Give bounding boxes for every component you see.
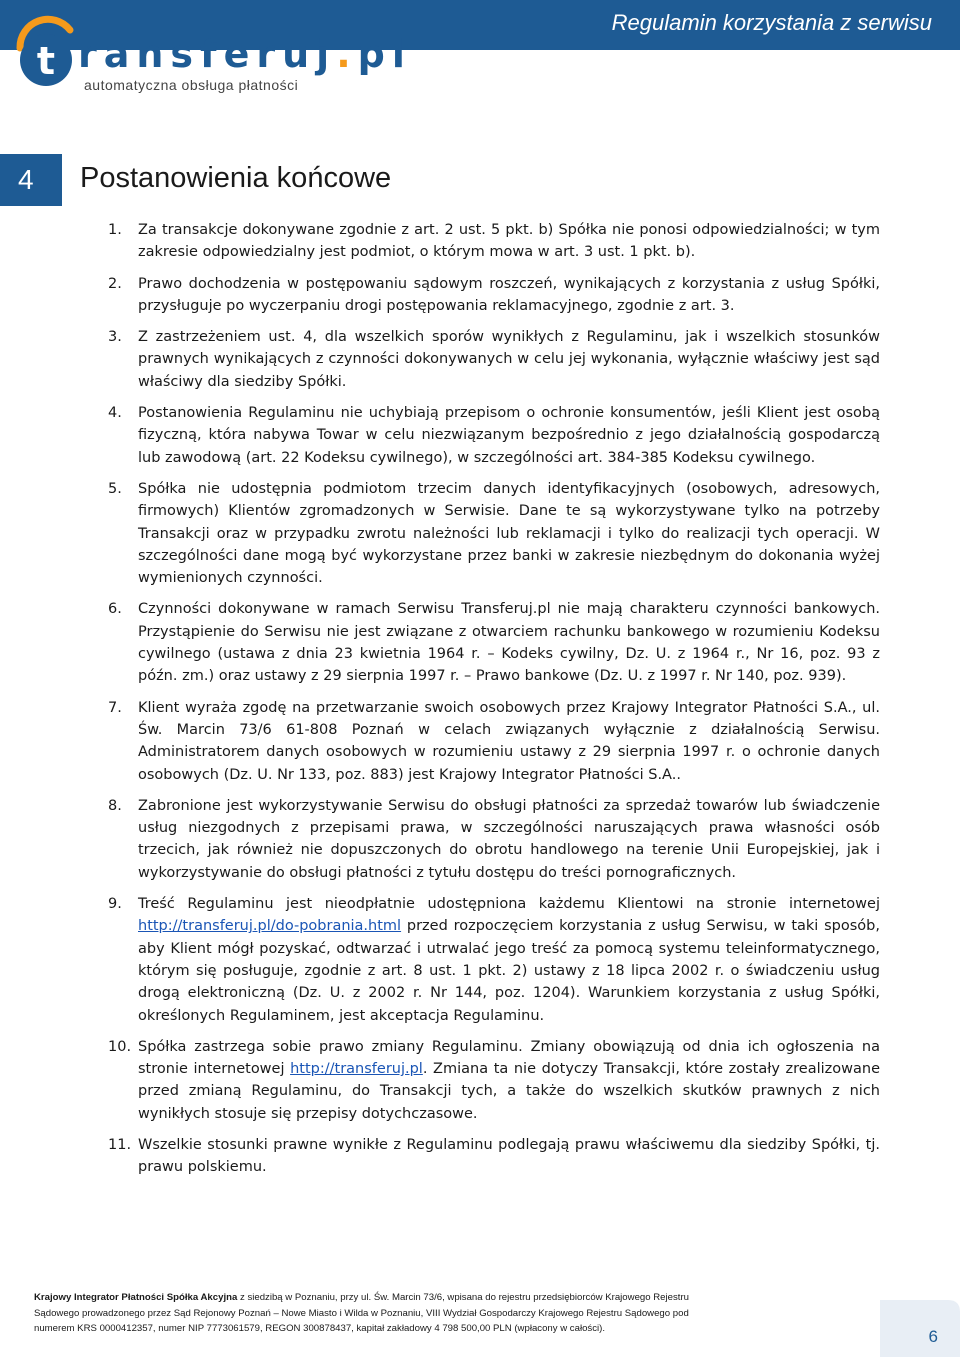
item-text-after: . Zmiana ta nie dotyczy Transakcji, które zostały zrealizowane przed zmianą Regulaminu, do Transakcji tych, a także do wszelkich skutków prawnych z nich wynikłych stosuje się przepisy dotychczasowe. (138, 1061, 880, 1122)
item-text-after: przed rozpoczęciem korzystania z usług Serwisu, w taki sposób, aby Klient mógł pozyskać, odtwarzać i utrwalać jego treść za pomocą systemu teleinformatycznego, którym się posługuje, zgodnie z art. 8 ust. 1 pkt. 2) ustawy z 18 lipca 2002 r. o świadczeniu usług drogą elektroniczną (Dz. U. z 2002 r. Nr 144, poz. 1204). Warunkiem korzystania z usług Spółki, określonych Regulaminem, jest akceptacja Regulaminu. (138, 918, 880, 1024)
footer-line-1 (34, 1290, 694, 1306)
footer-company-name: Krajowy Integrator Płatności Spółka Akcyjna (34, 1292, 238, 1303)
transferuj-logo (14, 14, 412, 94)
item-text-before: Treść Regulaminu jest nieodpłatnie udostępniona każdemu Klientowi na stronie internetowej (138, 896, 880, 913)
homepage-link[interactable]: http://transferuj.pl (290, 1061, 423, 1078)
item-number: 2. (108, 275, 122, 292)
item-number: 10. (108, 1038, 132, 1055)
section-title: Postanowienia końcowe (80, 162, 392, 194)
item-text: Czynności dokonywane w ramach Serwisu Transferuj.pl nie mają charakteru czynności bankowych. Przystąpienie do Serwisu nie jest związane z otwarciem rachunku bankowego w rozumieniu Kodeksu cywilnego (ustawa z dnia 23 kwietnia 1964 r. – Kodeks cywilny, Dz. U. z 1964 r., Nr 16, poz. 93 z późn. zm.) oraz ustawy z 29 sierpnia 1997 r. – Prawo bankowe (Dz. U. z 1997 r. Nr 140, poz. 939). (138, 601, 880, 685)
list-item (96, 697, 880, 786)
item-text: Postanowienia Regulaminu nie uchybiają przepisom o ochronie konsumentów, jeśli Klient jest osobą fizyczną, która nabywa Towar w celu niezwiązanym bezpośrednio z jego działalnością gospodarczą lub zawodową (art. 22 Kodeksu cywilnego), w szczególności art. 384-385 Kodeksu cywilnego. (138, 405, 880, 466)
list-item (96, 402, 880, 469)
list-item (96, 273, 880, 318)
provisions-list (96, 219, 880, 1188)
item-number: 7. (108, 699, 122, 716)
logo-letter: t (36, 39, 56, 83)
footer-line-3: numerem KRS 0000412357, numer NIP 7773061579, REGON 300878437, kapitał zakładowy 4 798 500,00 PLN (wpłacony w całości). (34, 1323, 605, 1334)
list-item (96, 1134, 880, 1179)
item-number: 3. (108, 329, 122, 346)
list-item (96, 1036, 880, 1125)
list-item (96, 219, 880, 264)
logo-wordmark (78, 34, 412, 74)
item-text: Wszelkie stosunki prawne wynikłe z Regulaminu podlegają prawu właściwemu dla siedziby Spółki, tj. prawu polskiemu. (138, 1136, 880, 1176)
list-item (96, 598, 880, 687)
item-text: Z zastrzeżeniem ust. 4, dla wszelkich sporów wynikłych z Regulaminu, jak i wszelkich stosunków prawnych wynikających z czynności dokonywanych w celu jej wykonania, wyłącznie właściwy jest sąd właściwy dla siedziby Spółki. (138, 329, 880, 390)
logo-wordmark-main: ransferuj (78, 32, 337, 76)
item-text: Klient wyraża zgodę na przetwarzanie swoich osobowych przez Krajowy Integrator Płatności S.A., ul. Św. Marcin 73/6 61-808 Poznań w celach związanych wyłącznie z działalnością Serwisu. Administratorem danych osobowych w rozumieniu ustawy z 29 sierpnia 1997 r. o ochronie danych osobowych (Dz. U. Nr 133, poz. 883) jest Krajowy Integrator Płatności S.A.. (138, 699, 880, 783)
item-text: Za transakcje dokonywane zgodnie z art. 2 ust. 5 pkt. b) Spółka nie ponosi odpowiedzialności; w tym zakresie odpowiedzialny jest podmiot, o którym mowa w art. 3 ust. 1 pkt. b). (138, 222, 880, 261)
item-number: 8. (108, 797, 122, 814)
list-item (96, 795, 880, 884)
page-corner (880, 1300, 960, 1357)
section-heading (0, 154, 960, 206)
list-item (96, 893, 880, 1027)
item-text-before: Spółka zastrzega sobie prawo zmiany Regulaminu. Zmiany obowiązują od dnia ich ogłoszenia na stronie internetowej (138, 1038, 880, 1078)
footer-line-1-text: z siedzibą w Poznaniu, przy ul. Św. Marcin 73/6, wpisana do rejestru przedsiębiorców Krajowego Rejestru (237, 1292, 689, 1303)
logo-tagline: automatyczna obsługa płatności (84, 77, 299, 93)
page-corner-shape (880, 1300, 960, 1357)
logo-wordmark-tld: pl (357, 32, 412, 76)
item-number: 5. (108, 480, 122, 497)
footer-company-info (34, 1290, 694, 1337)
item-number: 4. (108, 405, 122, 422)
footer-line-2: Sądowego prowadzonego przez Sąd Rejonowy Poznań – Nowe Miasto i Wilda w Poznaniu, VIII Wydział Gospodarczy Krajowego Rejestru Sądowego pod (34, 1307, 689, 1319)
item-text: Spółka nie udostępnia podmiotom trzecim danych identyfikacyjnych (osobowych, adresowych, firmowych) Klientów zgromadzonych w Serwisie. Dane te są wykorzystywane tylko na potrzeby Transakcji oraz w przypadku zwrotu należności lub reklamacji i tylko do realizacji tych operacji. W szczególności dane mogą być wykorzystane przez banki w zakresie niezbędnym do dokonania wyżej wymienionych czynności. (138, 480, 880, 587)
item-number: 11. (108, 1136, 132, 1153)
document-title: Regulamin korzystania z serwisu (611, 10, 932, 35)
list-item (96, 326, 880, 393)
item-text: Prawo dochodzenia w postępowaniu sądowym roszczeń, wynikających z korzystania z usług Spółki, przysługuje po wyczerpaniu drogi postępowania reklamacyjnego, zgodnie z art. 3. (138, 275, 880, 314)
logo-wordmark-dot: . (336, 32, 358, 76)
logo-circle-icon (14, 14, 84, 94)
section-number: 4 (0, 154, 62, 206)
item-number: 1. (108, 222, 122, 238)
page-number: 6 (928, 1327, 938, 1346)
download-page-link[interactable]: http://transferuj.pl/do-pobrania.html (138, 918, 402, 935)
item-number: 9. (108, 896, 122, 913)
item-text: Zabronione jest wykorzystywanie Serwisu do obsługi płatności za sprzedaż towarów lub świadczenie usług niezgodnych z przepisami prawa, w szczególności naruszających prawa własności osób trzecich, jak również nie dopuszczonych do obrotu handlowego na terenie Unii Europejskiej, jak i wykorzystywanie do obsługi płatności z tytułu dostępu do treści pornograficznych. (138, 797, 880, 881)
list-item (96, 478, 880, 589)
item-number: 6. (108, 601, 122, 618)
